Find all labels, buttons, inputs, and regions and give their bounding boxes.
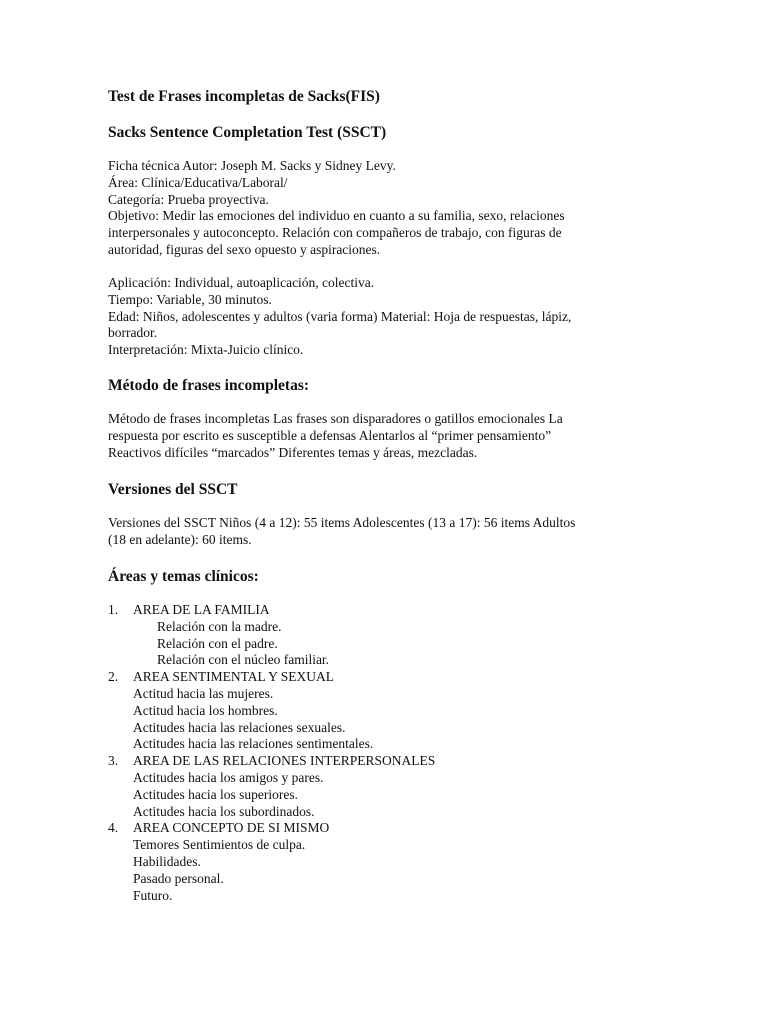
versiones-heading: Versiones del SSCT (108, 481, 238, 498)
metodo-heading: Método de frases incompletas: (108, 377, 310, 394)
list-subitem: Actitud hacia los hombres. (133, 702, 278, 718)
list-subitem: Actitud hacia las mujeres. (133, 685, 274, 701)
list-number: 1. (108, 602, 119, 617)
versiones-paragraph (108, 515, 668, 549)
text-line: Método de frases incompletas Las frases son disparadores o gatillos emocionales La (108, 411, 563, 426)
list-number: 4. (108, 820, 119, 836)
text-line: borrador. (108, 325, 158, 341)
list-item-label: AREA DE LA FAMILIA (133, 602, 270, 617)
text-line: Ficha técnica Autor: Joseph M. Sacks y Sidney Levy. (108, 158, 396, 173)
list-item-label: AREA SENTIMENTAL Y SEXUAL (133, 669, 335, 685)
list-subitem: Actitudes hacia los subordinados. (133, 803, 315, 819)
text-line: Área: Clínica/Educativa/Laboral/ (108, 174, 288, 190)
text-line: autoridad, figuras del sexo opuesto y aspiraciones. (108, 241, 381, 257)
ficha-tecnica-paragraph (108, 158, 668, 259)
list-subitem: Actitudes hacia las relaciones sexuales. (133, 719, 346, 735)
list-subitem: Temores Sentimientos de culpa. (133, 837, 306, 853)
list-subitem: Habilidades. (133, 853, 201, 869)
list-subitem: Actitudes hacia las relaciones sentimentales. (133, 736, 374, 752)
list-item (108, 602, 668, 619)
text-line: Versiones del SSCT Niños (4 a 12): 55 items Adolescentes (13 a 17): 56 items Adultos (108, 515, 576, 530)
list-subitem: Relación con la madre. (157, 618, 282, 634)
areas-list (108, 602, 668, 904)
list-number: 2. (108, 669, 119, 685)
text-line: interpersonales y autoconcepto. Relación con compañeros de trabajo, con figuras de (108, 225, 562, 241)
text-line: Tiempo: Variable, 30 minutos. (108, 291, 272, 307)
list-subitem: Actitudes hacia los amigos y pares. (133, 769, 324, 785)
list-subitem: Relación con el núcleo familiar. (157, 652, 330, 668)
document-subtitle: Sacks Sentence Completation Test (SSCT) (108, 124, 387, 141)
list-subitem: Futuro. (133, 887, 173, 903)
list-number: 3. (108, 753, 119, 769)
list-item (108, 820, 668, 837)
list-subitem: Pasado personal. (133, 870, 224, 886)
text-line: Reactivos difíciles “marcados” Diferentes temas y áreas, mezcladas. (108, 444, 478, 460)
text-line: Edad: Niños, adolescentes y adultos (varia forma) Material: Hoja de respuestas, lápiz, (108, 308, 572, 324)
text-line: Interpretación: Mixta-Juicio clínico. (108, 342, 304, 358)
areas-heading: Áreas y temas clínicos: (108, 568, 259, 585)
list-item-label: AREA CONCEPTO DE SI MISMO (133, 820, 330, 836)
list-item (108, 753, 668, 770)
text-line: (18 en adelante): 60 items. (108, 531, 252, 547)
list-item (108, 669, 668, 686)
list-subitem: Actitudes hacia los superiores. (133, 786, 298, 802)
text-line: Categoría: Prueba proyectiva. (108, 191, 269, 207)
list-subitem: Relación con el padre. (157, 635, 278, 651)
text-line: Objetivo: Medir las emociones del individuo en cuanto a su familia, sexo, relaciones (108, 208, 565, 224)
document-title: Test de Frases incompletas de Sacks(FIS) (108, 88, 380, 105)
text-line: respuesta por escrito es susceptible a defensas Alentarlos al “primer pensamiento” (108, 427, 552, 443)
text-line: Aplicación: Individual, autoaplicación, colectiva. (108, 275, 375, 290)
aplicacion-paragraph (108, 275, 668, 359)
list-item-label: AREA DE LAS RELACIONES INTERPERSONALES (133, 753, 436, 769)
metodo-paragraph (108, 411, 668, 461)
